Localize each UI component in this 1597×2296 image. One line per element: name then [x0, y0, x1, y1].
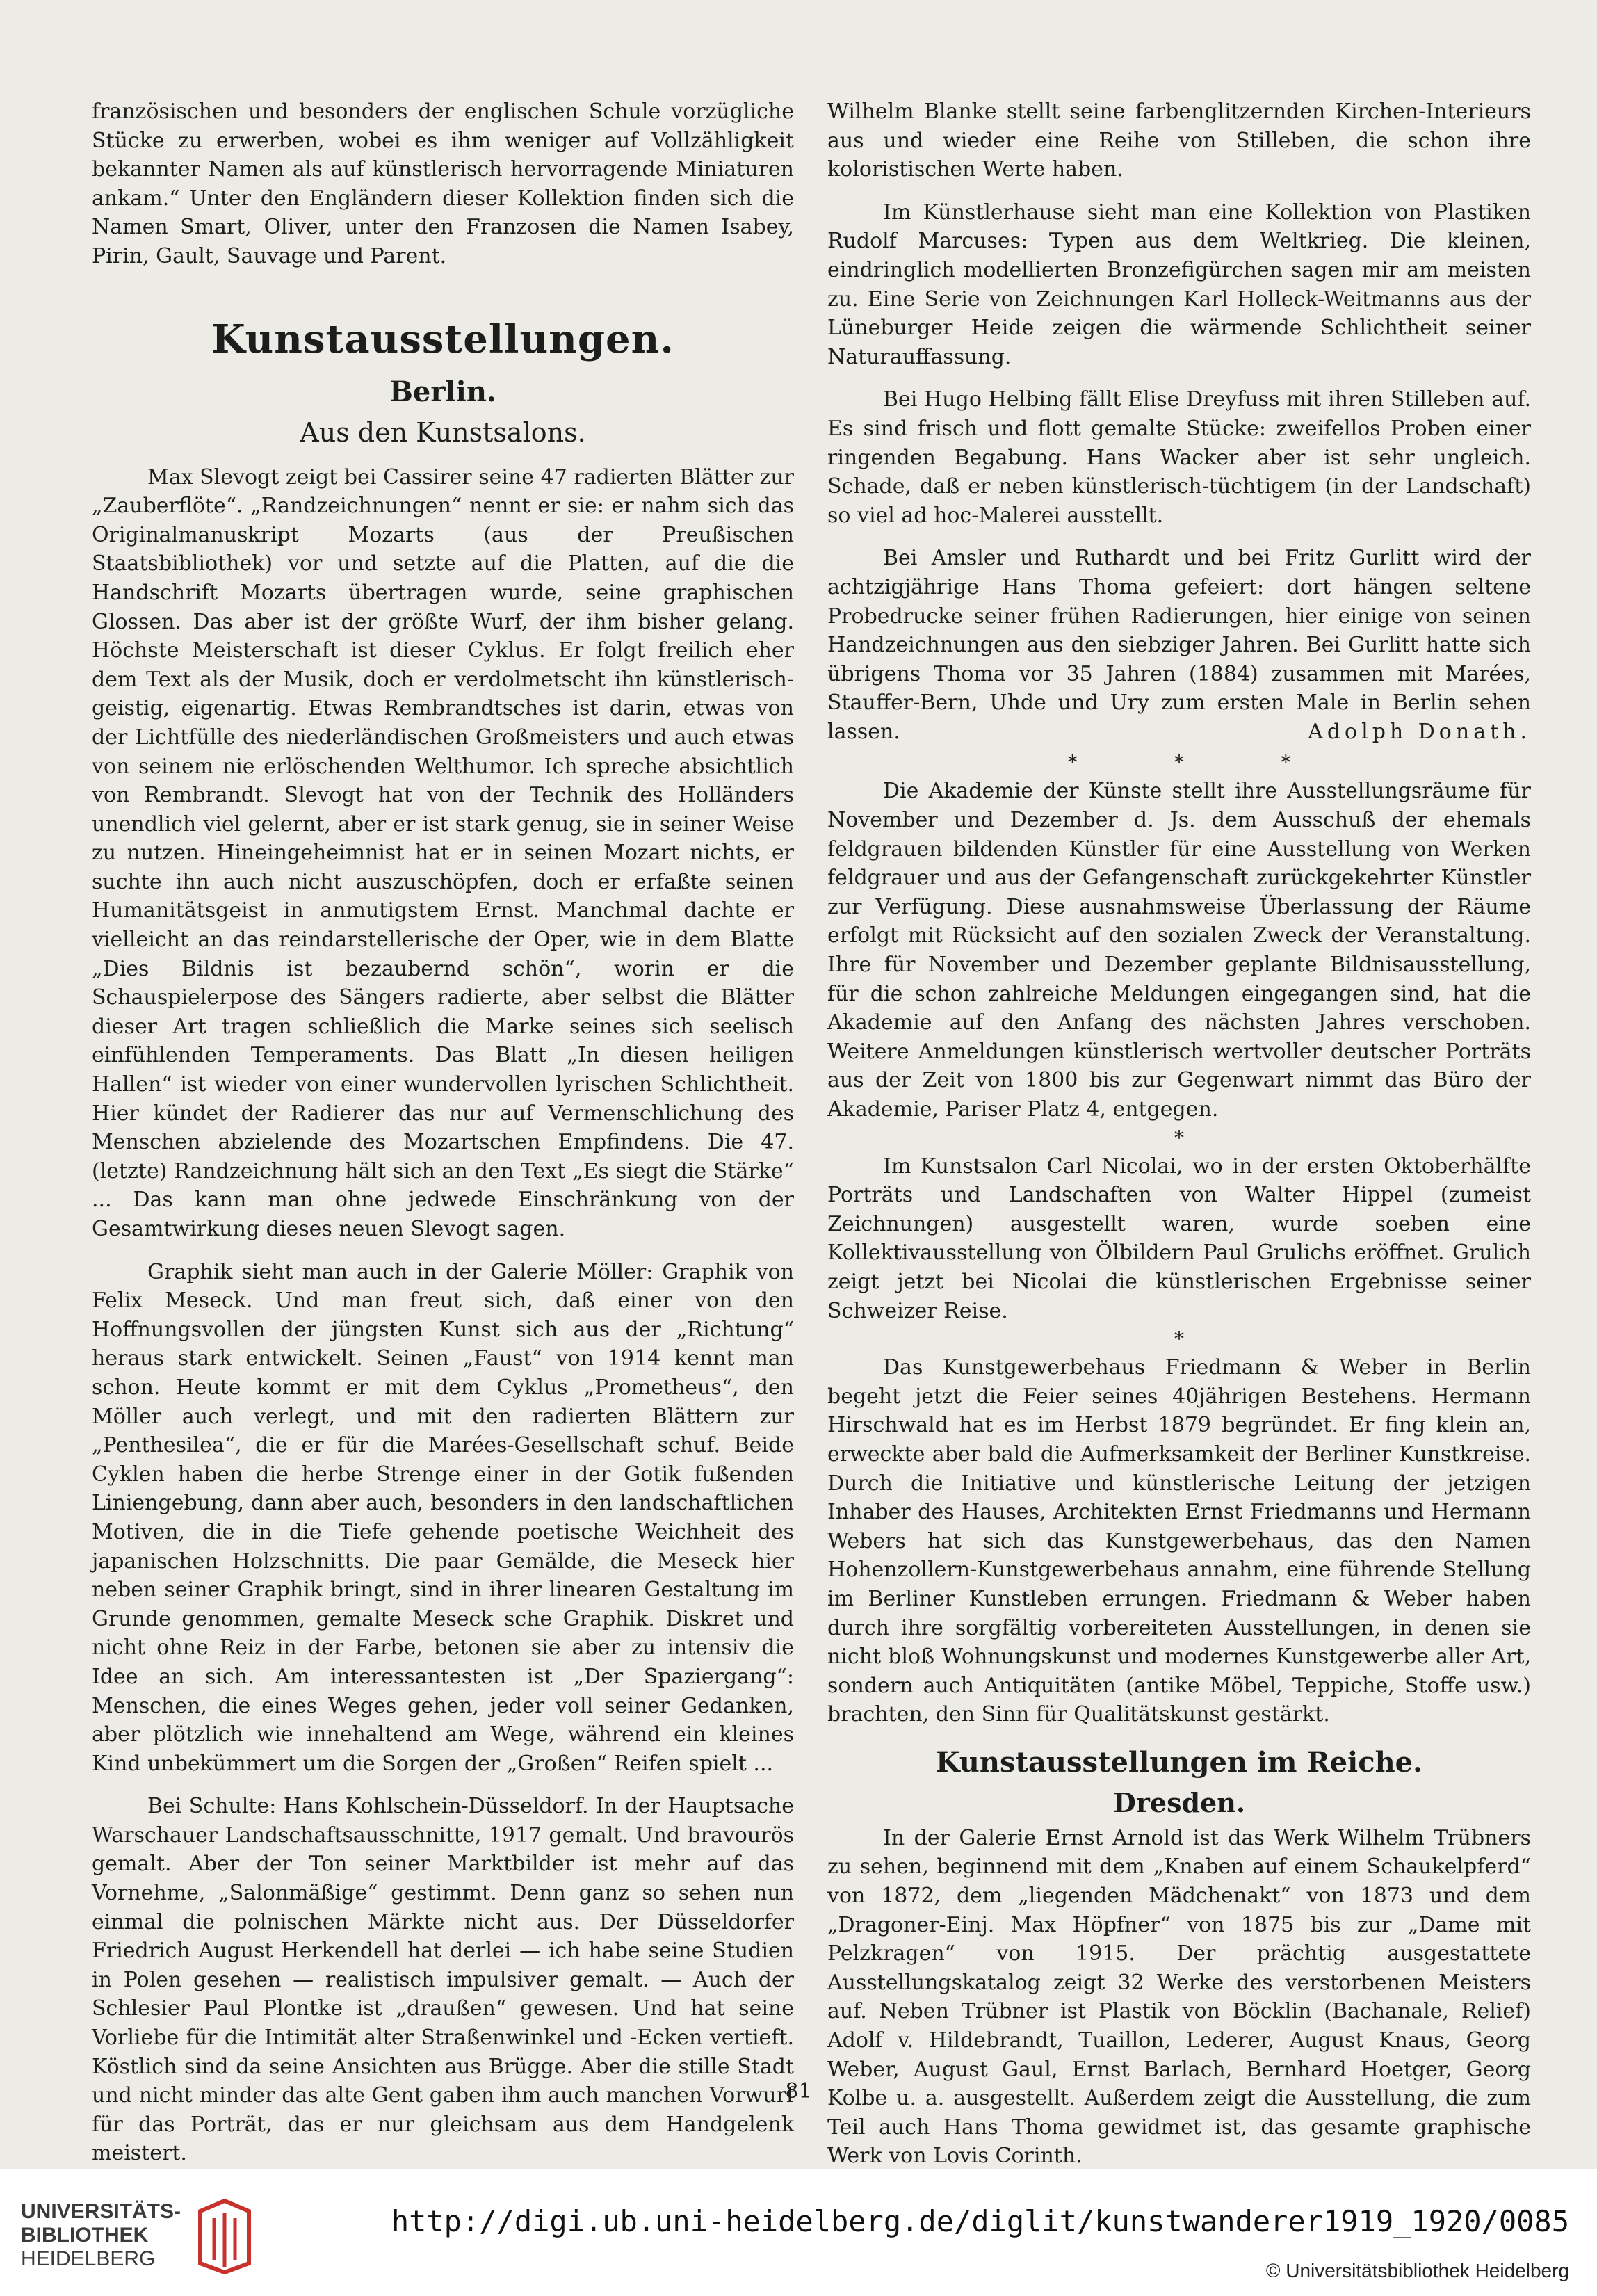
paragraph-akademie: Die Akademie der Künste stellt ihre Ausstellungsräume für November und Dezember d. Js. dem Ausschuß der ehemals feldgrauen bildenden Künstler für eine Ausstellung von Werken feldgrauer und aus der Gefangenschaft zurückgekehrter Künstler zur Verfügung. Diese ausnahmsweise Überlassung der Räume erfolgt mit Rücksicht auf den sozialen Zweck der Veranstaltung. Ihre für November und Dezember geplante Bildnisausstellung, für die schon zahlreiche Meldungen eingegangen sind, hat die Akademie auf den Anfang des nächsten Jahres verschoben. Weitere Anmeldungen künstlerisch wertvoller deutscher Porträts aus der Zeit von 1800 bis zur Gegenwart nimmt das Büro der Akademie, Pariser Platz 4, entgegen.: [827, 779, 1531, 1122]
left-column: [92, 97, 794, 2168]
footer-bar: [0, 2169, 1597, 2296]
heading-dresden: Dresden.: [1112, 1786, 1246, 1818]
paragraph-arnold: In der Galerie Ernst Arnold ist das Werk Wilhelm Trübners zu sehen, beginnend mit dem „Knaben auf einem Schaukelpferd“ von 1872, dem „liegenden Mädchenakt“ von 1873 und dem „Dragoner-Einj. Max Höpfner“ von 1875 bis zur „Dame mit Pelzkragen“ von 1915. Der prächtig ausgestattete Ausstellungskatalog zeigt 32 Werke des verstorbenen Meisters auf. Neben Trübner ist Plastik von Böcklin (Bachanale, Relief) Adolf v. Hildebrandt, Tuaillon, Lederer, August Knaus, Georg Weber, August Gaul, Ernst Barlach, Bernhard Hoetger, Georg Kolbe u. a. ausgestellt. Außerdem zeigt die Ausstellung, die zum Teil auch Hans Thoma gewidmet ist, das gesamte graphische Werk von Lovis Corinth.: [827, 1825, 1531, 2169]
heading-aus-den-kunstsalons: Aus den Kunstsalons.: [300, 417, 586, 448]
library-logo: [21, 2197, 256, 2274]
heading-kunstausstellungen-im-reiche: Kunstausstellungen im Reiche.: [935, 1745, 1423, 1779]
logo-line: HEIDELBERG: [21, 2247, 156, 2270]
paragraph-helbing: Bei Hugo Helbing fällt Elise Dreyfuss mit ihren Stilleben auf. Es sind frisch und flott gemalte Stücke: zweifellos Proben einer ringenden Begabung. Hans Wacker aber ist sehr ungleich. Schade, daß er neben künstlerisch-tüchtigem (in der Landschaft) so viel ad hoc-Malerei ausstellt.: [827, 387, 1531, 528]
logo-line: UNIVERSITÄTS-: [21, 2200, 181, 2223]
divider-star: *: [1174, 1327, 1184, 1351]
paragraph-blanke: Wilhelm Blanke stellt seine farbenglitzernden Kirchen-Interieurs aus und wieder eine Reihe von Stilleben, die schon ihre koloristischen Werte haben.: [827, 99, 1531, 182]
right-column: [827, 97, 1531, 2171]
paragraph-kuenstlerhaus: Im Künstlerhause sieht man eine Kollektion von Plastiken Rudolf Marcuses: Typen aus dem Weltkrieg. Die kleinen, eindringlich modellierten Bronzefigürchen sagen mir am meisten zu. Eine Serie von Zeichnungen Karl Holleck-Weitmanns aus der Lüneburger Heide zeigen die wärmende Schlichtheit seiner Naturauffassung.: [827, 200, 1531, 369]
copyright-notice: © Universitätsbibliothek Heidelberg: [1265, 2260, 1569, 2281]
paragraph-meseck: Graphik sieht man auch in der Galerie Möller: Graphik von Felix Meseck. Und man freut sich, daß einer von den Hoffnungsvollen der jüngsten Kunst sich aus der „Richtung“ heraus stark entwickelt. Seinen „Faust“ von 1914 kennt man schon. Heute kommt er mit dem Cyklus „Prometheus“, den Möller auch verlegt, und mit den radierten Blättern zur „Penthesilea“, die er für die Marées-Gesellschaft schuf. Beide Cyklen haben die herbe Strenge einer in der Gotik fußenden Liniengebung, dann aber auch, besonders in den landschaftlichen Motiven, die in die Tiefe gehende poetische Weichheit des japanischen Holzschnitts. Die paar Gemälde, die Meseck hier neben seiner Graphik bringt, sind in ihrer linearen Gestaltung im Grunde genommen, gemalte Meseck sche Graphik. Diskret und nicht ohne Reiz in der Farbe, betonen sie aber zu intensiv die Idee an sich. Am interessantesten ist „Der Spaziergang“: Menschen, die eines Weges gehen, jeder voll seiner Gedanken, aber plötzlich wie innehaltend am Wege, während ein kleines Kind unbekümmert um die Sorgen der „Großen“ Reifen spielt ...: [92, 1259, 794, 1776]
thoma-text: Bei Amsler und Ruthardt und bei Fritz Gurlitt wird der achtzigjährige Hans Thoma gefeiert: dort hängen seltene Probedrucke seiner frühen Radierungen, hier einige von seinen Handzeichnungen aus den siebziger Jahren. Bei Gurlitt hatte sich übrigens Thoma vor 35 Jahren (1884) zusammen mit Marées, Stauffer-Bern, Uhde und Ury zum ersten Male in Berlin sehen lassen.: [827, 546, 1531, 744]
logo-wordmark: [21, 2200, 181, 2271]
divider-star: *: [1281, 751, 1291, 775]
paragraph-nicolai: Im Kunstsalon Carl Nicolai, wo in der ersten Oktoberhälfte Porträts und Landschaften von Walter Hippel (zumeist Zeichnungen) ausgestellt waren, wurde soeben eine Kollektivausstellung von Ölbildern Paul Grulichs eröffnet. Grulich zeigt jetzt bei Nicolai die künstlerischen Ergebnisse seiner Schweizer Reise.: [827, 1154, 1531, 1323]
divider-star: *: [1067, 751, 1078, 775]
paragraph-schulte: Bei Schulte: Hans Kohlschein-Düsseldorf. In der Hauptsache Warschauer Landschaftsausschnitte, 1917 gemalt. Und bravourös gemalt. Aber der Ton seiner Marktbilder ist mehr auf das Vornehme, „Salonmäßige“ gestimmt. Denn ganz so sehen nun einmal die polnischen Märkte nicht aus. Der Düsseldorfer Friedrich August Herkendell hat derlei — ich habe seine Studien in Polen gesehen — realistisch impulsiver gemalt. — Auch der Schlesier Paul Plontke ist „draußen“ gewesen. Und hat seine Vorliebe für die Intimität alter Straßenwinkel und -Ecken vertieft. Köstlich sind da seine Ansichten aus Brügge. Aber die stille Stadt und nicht minder das alte Gent gaben ihm auch manchen Vorwurf für das Porträt, das er nur gleichsam aus dem Handgelenk meistert.: [92, 1794, 794, 2166]
paragraph-thoma: [827, 544, 1531, 746]
section-divider-stars: [1019, 749, 1339, 777]
logo-line: BIBLIOTHEK: [21, 2224, 149, 2247]
heading-berlin: Berlin.: [389, 375, 496, 408]
paragraph-slevogt: Max Slevogt zeigt bei Cassirer seine 47 radierten Blätter zur „Zauberflöte“. „Randzeichnungen“ nennt er sie: er nahm sich das Originalmanuskript Mozarts (aus der Preußischen Staatsbibliothek) vor und setzte auf die Platten, auf die die Handschrift Mozarts übertragen wurde, seine graphischen Glossen. Das aber ist der größte Wurf, der ihm bisher gelang. Höchste Meisterschaft ist dieser Cyklus. Er folgt freilich eher dem Text als der Musik, doch er verdolmetscht ihn künstlerisch-geistig, eigenartig. Etwas Rembrandtsches ist darin, etwas von der Lichtfülle des niederländischen Großmeisters und auch etwas von seinem nie erlöschenden Welthumor. Ich spreche absichtlich von Rembrandt. Slevogt hat von der Technik des Holländers unendlich viel gelernt, aber er ist stark genug, sie in seiner Weise zu nutzen. Hineingeheimnist hat er in seinen Mozart nichts, er suchte ihn auch nicht auszuschöpfen, doch er erfaßte seinen Humanitätsgeist in anmutigstem Ernst. Manchmal dachte er vielleicht an das reindarstellerische der Oper, wie in dem Blatte „Dies Bildnis ist bezaubernd schön“, worin er die Schauspielerpose des Sängers radierte, aber selbst die Blätter dieser Art tragen schließlich die Marke seines sich seelisch einfühlenden Temperaments. Das Blatt „In diesen heiligen Hallen“ ist wieder von einer wundervollen lyrischen Schlichtheit. Hier kündet der Radierer das nur auf Vermenschlichung des Menschen abzielende des Mozartschen Empfindens. Die 47. (letzte) Randzeichnung hält sich an den Text „Es siegt die Stärke“ ... Das kann man ohne jedwede Einschränkung von der Gesamtwirkung dieses neuen Slevogt sagen.: [92, 464, 794, 1241]
page-number: 81: [785, 2079, 812, 2103]
permalink-url[interactable]: http://digi.ub.uni-heidelberg.de/diglit/kunstwanderer1919_1920/0085: [391, 2204, 1569, 2238]
heading-kunstausstellungen: Kunstausstellungen.: [211, 316, 674, 362]
divider-star: *: [1174, 751, 1184, 775]
paragraph-friedmann-weber: Das Kunstgewerbehaus Friedmann & Weber in Berlin begeht jetzt die Feier seines 40jährigen Bestehens. Hermann Hirschwald hat es im Herbst 1879 begründet. Er fing klein an, erweckte aber bald die Aufmerksamkeit der Berliner Kunstkreise. Durch die Initiative und künstlerische Leitung der jetzigen Inhaber des Hauses, Architekten Ernst Friedmanns und Hermann Webers hat sich das Kunstgewerbehaus, das den Namen Hohenzollern-Kunstgewerbehaus annahm, eine führende Stellung im Berliner Kunstleben errungen. Friedmann & Weber haben durch ihre sorgfältig vorbereiteten Ausstellungen, in denen sie nicht bloß Wohnungskunst und modernes Kunstgewerbe aller Art, sondern auch Antiquitäten (antike Möbel, Teppiche, Stoffe usw.) brachten, den Sinn für Qualitätskunst gestärkt.: [827, 1355, 1531, 1727]
library-emblem-icon: [193, 2197, 256, 2274]
divider-star: *: [1174, 1126, 1184, 1149]
author-signature: Adolph Donath.: [1308, 719, 1531, 744]
intro-paragraph: französischen und besonders der englischen Schule vorzügliche Stücke zu erwerben, wobei es ihm weniger auf Vollzähligkeit bekannter Namen als auf künstlerisch hervorragende Miniaturen ankam.“ Unter den Engländern dieser Kollektion finden sich die Namen Smart, Oliver, unter den Franzosen die Namen Isabey, Pirin, Gault, Sauvage und Parent.: [92, 99, 794, 268]
